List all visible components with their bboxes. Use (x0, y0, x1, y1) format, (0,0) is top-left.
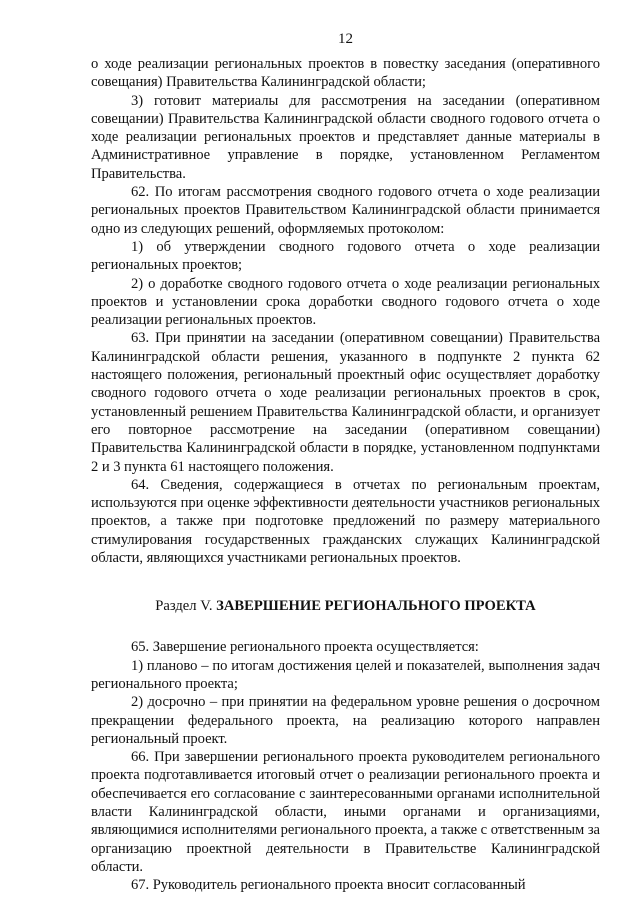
paragraph-63: 63. При принятии на заседании (оперативном совещании) Правительства Калининградской области решения, указанного в подпункте 2 пункта 62 настоящего положения, региональный проектный офис осуществляет доработку сводного годового отчета о ходе реализации региональных проектов в срок, установленный решением Правительства Калининградской области, и организует его повторное рассмотрение на заседании (оперативном совещании) Правительства Калининградской области в порядке, установленном подпунктами 2 и 3 пункта 61 настоящего положения. (91, 330, 600, 475)
paragraph: о ходе реализации региональных проектов в повестку заседания (оперативного совещания) Правительства Калининградской области; (91, 56, 600, 91)
paragraph: 2) досрочно – при принятии на федеральном уровне решения о досрочном прекращении федерального проекта, на реализацию которого направлен региональный проект. (91, 694, 600, 747)
paragraph-67: 67. Руководитель регионального проекта вносит согласованный (131, 877, 526, 894)
paragraph: 1) планово – по итогам достижения целей и показателей, выполнения задач регионального проекта; (91, 657, 600, 692)
paragraph-65: 65. Завершение регионального проекта осуществляется: (131, 639, 479, 656)
section-heading-title: ЗАВЕРШЕНИЕ РЕГИОНАЛЬНОГО ПРОЕКТА (216, 598, 536, 615)
paragraph: 3) готовит материалы для рассмотрения на заседании (оперативном совещании) Правительства Калининградской области сводного годового отчета о ходе реализации региональных проектов и представляет данные материалы в Административное управление в порядке, установленном Регламентом Правительства. (91, 92, 600, 182)
document-page (91, 30, 600, 894)
paragraphs-before-section (91, 55, 600, 567)
page-number: 12 (338, 31, 353, 47)
section-heading (91, 597, 600, 615)
paragraph: 1) об утверждении сводного годового отчета о ходе реализации региональных проектов; (91, 238, 600, 274)
paragraph-64: 64. Сведения, содержащиеся в отчетах по региональным проектам, используются при оценке эффективности деятельности участников региональных проектов, а также при подготовке предложений по размеру материального стимулирования государственных гражданских служащих Калининградской области, являющихся участниками региональных проектов. (91, 476, 600, 567)
paragraphs-after-section (91, 638, 600, 894)
section-heading-prefix: Раздел V. (155, 598, 213, 615)
paragraph: 2) о доработке сводного годового отчета о ходе реализации региональных проектов и установлении срока доработки сводного годового отчета о ходе реализации региональных проектов. (91, 275, 600, 329)
paragraph-62: 62. По итогам рассмотрения сводного годового отчета о ходе реализации региональных проектов Правительством Калининградской области принимается одно из следующих решений, оформляемых протоколом: (91, 184, 600, 237)
paragraph-66: 66. При завершении регионального проекта руководителем регионального проекта подготавливается итоговый отчет о реализации регионального проекта и обеспечивается его согласование с заинтересованными органами исполнительной власти Калининградской области, иными органами и организациями, являющимися исполнителями регионального проекта, а также с ответственным за организацию проектной деятельности в Правительстве Калининградской области. (91, 749, 600, 875)
